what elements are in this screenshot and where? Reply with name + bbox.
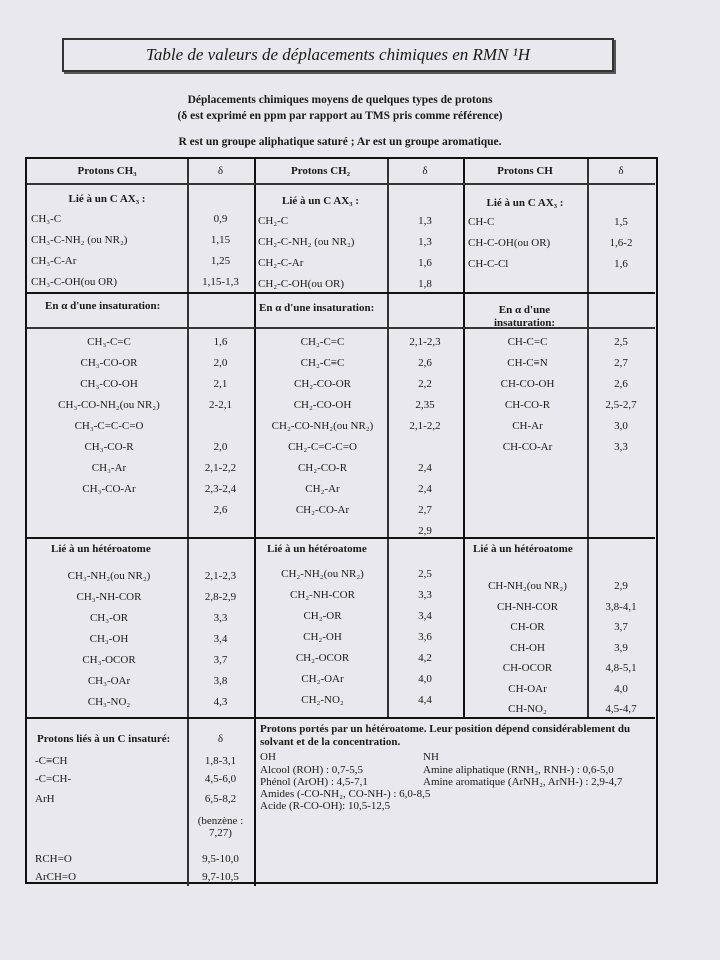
section-hetero-ch: Lié à un hétéroatome xyxy=(473,543,573,555)
compound-label: CH₃-CO-NH₂(ou NR₂) xyxy=(58,399,160,411)
unsat-delta: δ xyxy=(217,733,224,745)
compound-label: CH₂-CO-OH xyxy=(293,399,352,411)
delta-value: 2,7 xyxy=(614,357,628,369)
delta-value: 2,6 xyxy=(213,504,228,516)
delta-value: 3,3 xyxy=(213,612,228,624)
delta-value: 1,15 xyxy=(210,234,231,246)
section-alpha-ch2: En α d'une insaturation: xyxy=(259,302,375,314)
compound-label: CH₃-NO₂ xyxy=(87,696,131,708)
hetero-protons-header: Protons portés par un hétéroatome. Leur position dépend considérablement du solvant et de la concentration. xyxy=(260,723,631,748)
compound-label: CH-OH xyxy=(510,641,545,654)
delta-value: 2,6 xyxy=(614,378,628,390)
delta-value: 1,6 xyxy=(418,257,432,269)
compound-label: CH₃-NH₂(ou NR₂) xyxy=(67,570,151,582)
compound-label: CH-C xyxy=(468,216,495,228)
delta-value: 2,2 xyxy=(418,378,432,390)
compound-label: CH₂-CO-OR xyxy=(293,378,351,390)
compound-label: CH-OR xyxy=(510,621,545,633)
compound-label: CH₃-CO-OR xyxy=(80,357,138,369)
compound-label: CH₃-OH xyxy=(89,633,129,645)
intro-line-3: R est un groupe aliphatique saturé ; Ar est un groupe aromatique. xyxy=(178,136,502,148)
delta-value: 3,8-4,1 xyxy=(605,600,637,613)
delta-value: 9,7-10,5 xyxy=(202,871,239,883)
delta-value: 3,8 xyxy=(213,675,228,687)
section-alpha-ch: En α d'une insaturation: xyxy=(493,304,556,329)
compound-label: CH₃-C-NH₂ (ou NR₂) xyxy=(31,234,128,246)
compound-label: CH₃-C-OH(ou OR) xyxy=(31,276,118,288)
header-ch3: Protons CH₃ xyxy=(77,165,137,177)
delta-value: 1,6 xyxy=(614,258,628,270)
delta-value: 3,7 xyxy=(614,621,628,633)
delta-value: 1,6-2 xyxy=(609,237,633,249)
compound-label: CH₂-OR xyxy=(303,610,342,622)
compound-label: CH₂-CO-Ar xyxy=(295,504,350,516)
delta-value: 2,7 xyxy=(418,504,432,516)
compound-label: CH₂-CO-NH₂(ou NR₂) xyxy=(271,420,374,432)
compound-label: CH₂-NO₂ xyxy=(301,694,344,706)
divider xyxy=(463,159,465,719)
oh-title: OH xyxy=(260,751,276,763)
compound-label: CH-OAr xyxy=(508,682,547,695)
compound-label: CH₂-C xyxy=(258,215,289,227)
delta-value: 2,4 xyxy=(418,483,432,495)
compound-label: CH₃-OR xyxy=(89,612,129,624)
nh-title: NH xyxy=(423,751,439,763)
compound-label: CH₂-C=C xyxy=(300,336,345,348)
compound-label: CH₃-Ar xyxy=(91,462,127,474)
divider xyxy=(254,159,256,886)
compound-label: CH₂-C≡C xyxy=(300,357,345,369)
delta-value: 2,35 xyxy=(415,399,435,411)
compound-label: CH₂-OAr xyxy=(301,673,344,685)
compound-label: CH-C-Cl xyxy=(468,258,509,270)
section-cax3-ch: Lié à un C AX₃ : xyxy=(486,197,564,209)
delta-value: 6,5-8,2 xyxy=(204,793,237,805)
delta-value: 2,1-2,3 xyxy=(409,336,441,348)
compound-label: CH-CO-R xyxy=(504,399,551,411)
oh-item: Acide (R-CO-OH): 10,5-12,5 xyxy=(260,800,391,812)
compound-label: RCH=O xyxy=(35,853,72,865)
compound-label: CH-C-OH(ou OR) xyxy=(468,237,551,249)
delta-value: 2-2,1 xyxy=(209,399,232,411)
divider xyxy=(27,292,655,294)
header-ch2: Protons CH₂ xyxy=(290,165,350,177)
compound-label: CH₂-C=C-C=O xyxy=(288,441,357,453)
compound-label: CH₃-CO-R xyxy=(84,441,134,453)
compound-label: CH-C=C xyxy=(507,336,548,348)
compound-label: CH₃-C=C xyxy=(87,336,131,348)
delta-value: 2,3-2,4 xyxy=(204,483,237,495)
delta-value: 2,5-2,7 xyxy=(605,399,637,411)
compound-label: CH₃-OAr xyxy=(87,675,131,687)
intro-line-1: Déplacements chimiques moyens de quelques types de protons xyxy=(187,94,493,106)
nh-item: Amine aliphatique (RNH₂, RNH-) : 0,6-5,0 xyxy=(423,764,614,776)
compound-label: CH₂-NH-COR xyxy=(290,589,355,601)
delta-value: (benzène : xyxy=(197,815,244,827)
compound-label: CH₃-CO-Ar xyxy=(82,483,136,495)
delta-value: 3,7 xyxy=(213,654,228,666)
delta-value: 4,5-4,7 xyxy=(605,703,637,715)
delta-value: 9,5-10,0 xyxy=(202,853,239,865)
compound-label: -C=CH- xyxy=(35,773,72,785)
compound-label: CH₃-OCOR xyxy=(82,654,136,666)
delta-value: 4,3 xyxy=(213,696,228,708)
compound-label: CH₃-NH-COR xyxy=(76,591,142,603)
delta-value: 2,5 xyxy=(614,336,628,348)
delta-value: 3,6 xyxy=(418,631,432,643)
unsat-header: Protons liés à un C insaturé: xyxy=(37,733,171,745)
compound-label: CH₂-NH₂(ou NR₂) xyxy=(281,568,364,580)
delta-value: 3,9 xyxy=(614,641,628,654)
header-ch: Protons CH xyxy=(497,165,553,177)
compound-label: CH-OCOR xyxy=(502,662,553,674)
delta-value: 1,3 xyxy=(418,215,432,227)
divider xyxy=(27,717,655,719)
section-alpha-ch3: En α d'une insaturation: xyxy=(45,300,161,312)
compound-label: ArCH=O xyxy=(35,871,77,883)
compound-label: CH₂-Ar xyxy=(305,483,340,495)
compound-label: CH-CO-Ar xyxy=(502,441,553,453)
section-cax3-ch3: Lié à un C AX₃ : xyxy=(68,193,146,205)
compound-label: CH₂-OCOR xyxy=(295,652,350,664)
delta-value: 1,15-1,3 xyxy=(202,276,239,288)
delta-value: 1,8 xyxy=(418,278,432,290)
compound-label: CH₃-CO-OH xyxy=(80,378,138,390)
section-cax3-ch2: Lié à un C AX₃ : xyxy=(282,195,359,207)
delta-value: 2,0 xyxy=(213,441,228,453)
delta-value: 3,0 xyxy=(614,420,628,432)
header-delta-ch2: δ xyxy=(422,165,428,177)
delta-value: 2,1-2,2 xyxy=(204,462,237,474)
delta-value: 2,0 xyxy=(213,357,228,369)
compound-label: CH₃-C-Ar xyxy=(31,255,77,267)
oh-item: Amides (-CO-NH₂, CO-NH-) : 6,0-8,5 xyxy=(260,788,431,800)
delta-value: 2,9 xyxy=(614,580,628,592)
compound-label: CH-CO-OH xyxy=(500,378,555,390)
delta-value: 3,4 xyxy=(213,633,228,645)
delta-value: 2,1-2,3 xyxy=(204,570,237,582)
oh-item: Alcool (ROH) : 0,7-5,5 xyxy=(260,764,363,776)
compound-label: CH₂-C-NH₂ (ou NR₂) xyxy=(258,236,355,248)
delta-value: 2,1-2,2 xyxy=(409,420,441,432)
delta-value: 2,5 xyxy=(418,568,432,580)
page-title: Table de valeurs de déplacements chimiques en RMN ¹H xyxy=(62,38,614,72)
delta-value: 1,6 xyxy=(213,336,228,348)
divider xyxy=(27,183,655,185)
section-hetero-ch2: Lié à un hétéroatome xyxy=(267,543,367,555)
compound-label: CH-NH₂(ou NR₂) xyxy=(488,580,567,592)
delta-value: 4,2 xyxy=(418,652,432,664)
delta-value: 4,0 xyxy=(614,682,628,695)
header-delta-ch3: δ xyxy=(217,165,224,177)
header-delta-ch: δ xyxy=(618,165,624,177)
oh-item: Phénol (ArOH) : 4,5-7,1 xyxy=(260,776,368,788)
compound-label: CH-NH-COR xyxy=(496,600,559,613)
nh-item: Amine aromatique (ArNH₂, ArNH-) : 2,9-4,7 xyxy=(423,776,623,788)
delta-value: 1,3 xyxy=(418,236,432,248)
delta-value: 2,4 xyxy=(418,462,432,474)
delta-value: 2,6 xyxy=(418,357,432,369)
delta-value: 1,8-3,1 xyxy=(204,755,237,767)
delta-value: 2,9 xyxy=(418,525,432,537)
delta-value: 4,4 xyxy=(418,694,432,706)
delta-value: 3,4 xyxy=(418,610,432,622)
intro-line-2: (δ est exprimé en ppm par rapport au TMS pris comme référence) xyxy=(177,110,503,122)
delta-value: 3,3 xyxy=(418,589,432,601)
delta-value: 7,27) xyxy=(209,827,232,839)
compound-label: CH₂-C-OH(ou OR) xyxy=(258,278,345,290)
delta-value: 3,3 xyxy=(614,441,628,453)
compound-label: -C≡CH xyxy=(35,755,68,767)
delta-value: 1,25 xyxy=(210,255,231,267)
compound-label: ArH xyxy=(35,793,55,805)
compound-label: CH₃-C=C-C=O xyxy=(74,420,144,432)
delta-value: 1,5 xyxy=(614,216,628,228)
compound-label: CH₂-CO-R xyxy=(297,462,348,474)
compound-label: CH-C≡N xyxy=(507,357,548,369)
compound-label: CH-NO₂ xyxy=(508,703,547,715)
compound-label: CH₂-OH xyxy=(303,631,342,643)
delta-value: 4,5-6,0 xyxy=(204,773,237,785)
compound-label: CH₂-C-Ar xyxy=(258,257,304,269)
compound-label: CH₃-C xyxy=(31,213,62,225)
intro-text xyxy=(60,92,620,150)
delta-value: 4,8-5,1 xyxy=(605,662,637,674)
divider xyxy=(27,537,655,539)
delta-value: 4,0 xyxy=(418,673,432,685)
section-hetero-ch3: Lié à un hétéroatome xyxy=(51,543,151,555)
delta-value: 2,1 xyxy=(213,378,228,390)
shift-table xyxy=(25,157,658,884)
delta-value: 0,9 xyxy=(213,213,228,225)
delta-value: 2,8-2,9 xyxy=(204,591,237,603)
compound-label: CH-Ar xyxy=(512,420,543,432)
